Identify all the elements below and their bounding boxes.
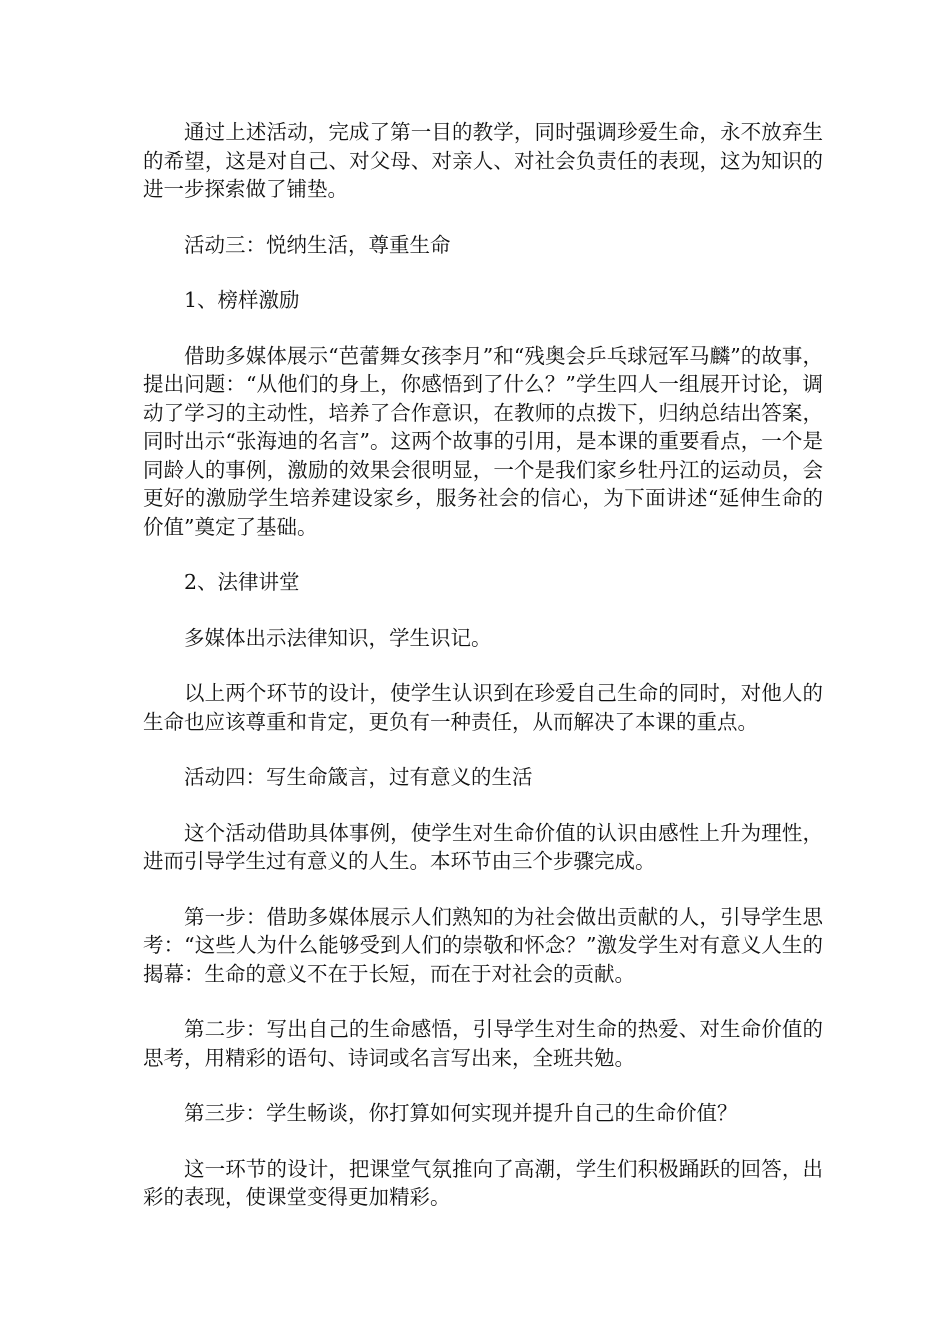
paragraph-activity-four-intro: 这个活动借助具体事例，使学生对生命价值的认识由感性上升为理性，进而引导学生过有意义的人生。本环节由三个步骤完成。 bbox=[143, 820, 823, 873]
paragraph-summary: 通过上述活动，完成了第一目的教学，同时强调珍爱生命，永不放弃生的希望，这是对自己、对父母、对亲人、对社会负责任的表现，这为知识的进一步探索做了铺垫。 bbox=[143, 120, 823, 201]
subheading-law-class: 2、法律讲堂 bbox=[184, 570, 300, 594]
heading-activity-three: 活动三：悦纳生活，尊重生命 bbox=[184, 232, 451, 257]
heading-activity-four: 活动四：写生命箴言，过有意义的生活 bbox=[184, 765, 533, 789]
paragraph-design-summary: 以上两个环节的设计，使学生认识到在珍爱自己生命的同时，对他人的生命也应该尊重和肯定，更负有一种责任，从而解决了本课的重点。 bbox=[143, 681, 823, 734]
paragraph-conclusion: 这一环节的设计，把课堂气氛推向了高潮，学生们积极踊跃的回答，出彩的表现，使课堂变得更加精彩。 bbox=[143, 1156, 823, 1209]
subheading-role-model: 1、榜样激励 bbox=[184, 288, 300, 312]
paragraph-step-one: 第一步：借助多媒体展示人们熟知的为社会做出贡献的人，引导学生思考：“这些人为什么能够受到人们的崇敬和怀念？”激发学生对有意义人生的揭幕：生命的意义不在于长短，而在于对社会的贡献。 bbox=[143, 904, 823, 986]
paragraph-step-two: 第二步：写出自己的生命感悟，引导学生对生命的热爱、对生命价值的思考，用精彩的语句、诗词或名言写出来，全班共勉。 bbox=[143, 1017, 823, 1070]
paragraph-law-class: 多媒体出示法律知识，学生识记。 bbox=[184, 625, 492, 650]
paragraph-role-model: 借助多媒体展示“芭蕾舞女孩李月”和“残奥会乒乓球冠军马麟”的故事，提出问题：“从他们的身上，你感悟到了什么？”学生四人一组展开讨论，调动了学习的主动性，培养了合作意识，在教师的点拨下，归纳总结出答案，同时出示“张海迪的名言”。这两个故事的引用，是本课的重要看点，一个是同龄人的事例，激励的效果会很明显，一个是我们家乡牡丹江的运动员，会更好的激励学生培养建设家乡，服务社会的信心，为下面讲述“延伸生命的价值”奠定了基础。 bbox=[143, 343, 823, 539]
paragraph-step-three: 第三步：学生畅谈，你打算如何实现并提升自己的生命价值？ bbox=[184, 1101, 738, 1125]
document-body bbox=[143, 118, 823, 1239]
